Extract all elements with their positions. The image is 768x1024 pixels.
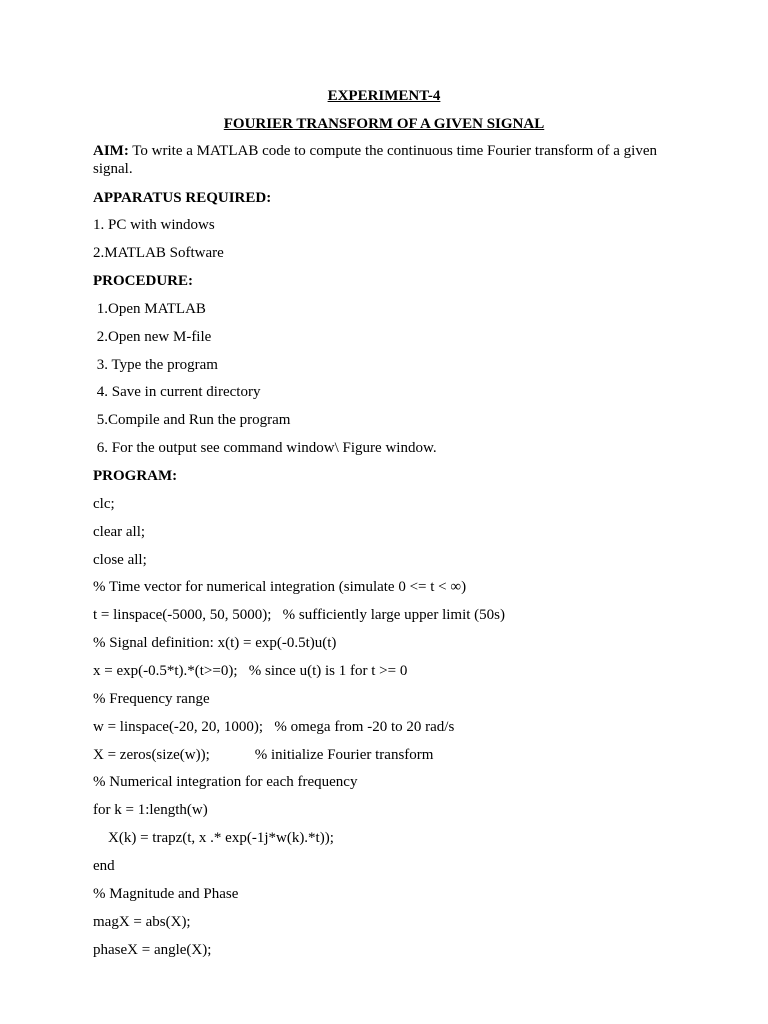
procedure-step: 2.Open new M-file — [93, 329, 212, 345]
code-line: clc; — [93, 496, 115, 512]
code-comment: % Magnitude and Phase — [93, 886, 239, 902]
code-line: end — [93, 858, 115, 874]
apparatus-heading: APPARATUS REQUIRED: — [93, 190, 272, 206]
code-line: close all; — [93, 552, 147, 568]
apparatus-item: 1. PC with windows — [93, 217, 215, 233]
experiment-title: EXPERIMENT-4 — [327, 88, 441, 104]
apparatus-item: 2.MATLAB Software — [93, 245, 224, 261]
code-line: w = linspace(-20, 20, 1000); % omega from -20 to 20 rad/s — [93, 719, 455, 735]
code-line: magX = abs(X); — [93, 914, 191, 930]
code-line: X = zeros(size(w)); % initialize Fourier transform — [93, 747, 434, 763]
code-line: X(k) = trapz(t, x .* exp(-1j*w(k).*t)); — [93, 830, 334, 846]
code-line: phaseX = angle(X); — [93, 942, 212, 958]
aim-text: To write a MATLAB code to compute the continuous time Fourier transform of a given signal. — [93, 143, 657, 177]
procedure-step: 5.Compile and Run the program — [93, 412, 291, 428]
code-line: for k = 1:length(w) — [93, 802, 208, 818]
code-line: clear all; — [93, 524, 146, 540]
code-comment: % Frequency range — [93, 691, 210, 707]
aim-label: AIM: — [93, 143, 129, 159]
code-comment: % Numerical integration for each frequency — [93, 774, 358, 790]
code-line: t = linspace(-5000, 50, 5000); % sufficiently large upper limit (50s) — [93, 607, 505, 623]
procedure-step: 6. For the output see command window\ Figure window. — [93, 440, 437, 456]
code-comment: % Time vector for numerical integration (simulate 0 <= t < ∞) — [93, 579, 467, 595]
procedure-step: 4. Save in current directory — [93, 384, 261, 400]
procedure-step: 3. Type the program — [93, 357, 218, 373]
aim-paragraph — [93, 142, 693, 178]
procedure-heading: PROCEDURE: — [93, 273, 193, 289]
code-comment: % Signal definition: x(t) = exp(-0.5t)u(t) — [93, 635, 337, 651]
program-heading: PROGRAM: — [93, 468, 178, 484]
procedure-step: 1.Open MATLAB — [93, 301, 206, 317]
code-line: x = exp(-0.5*t).*(t>=0); % since u(t) is 1 for t >= 0 — [93, 663, 408, 679]
document-subtitle: FOURIER TRANSFORM OF A GIVEN SIGNAL — [223, 116, 545, 132]
